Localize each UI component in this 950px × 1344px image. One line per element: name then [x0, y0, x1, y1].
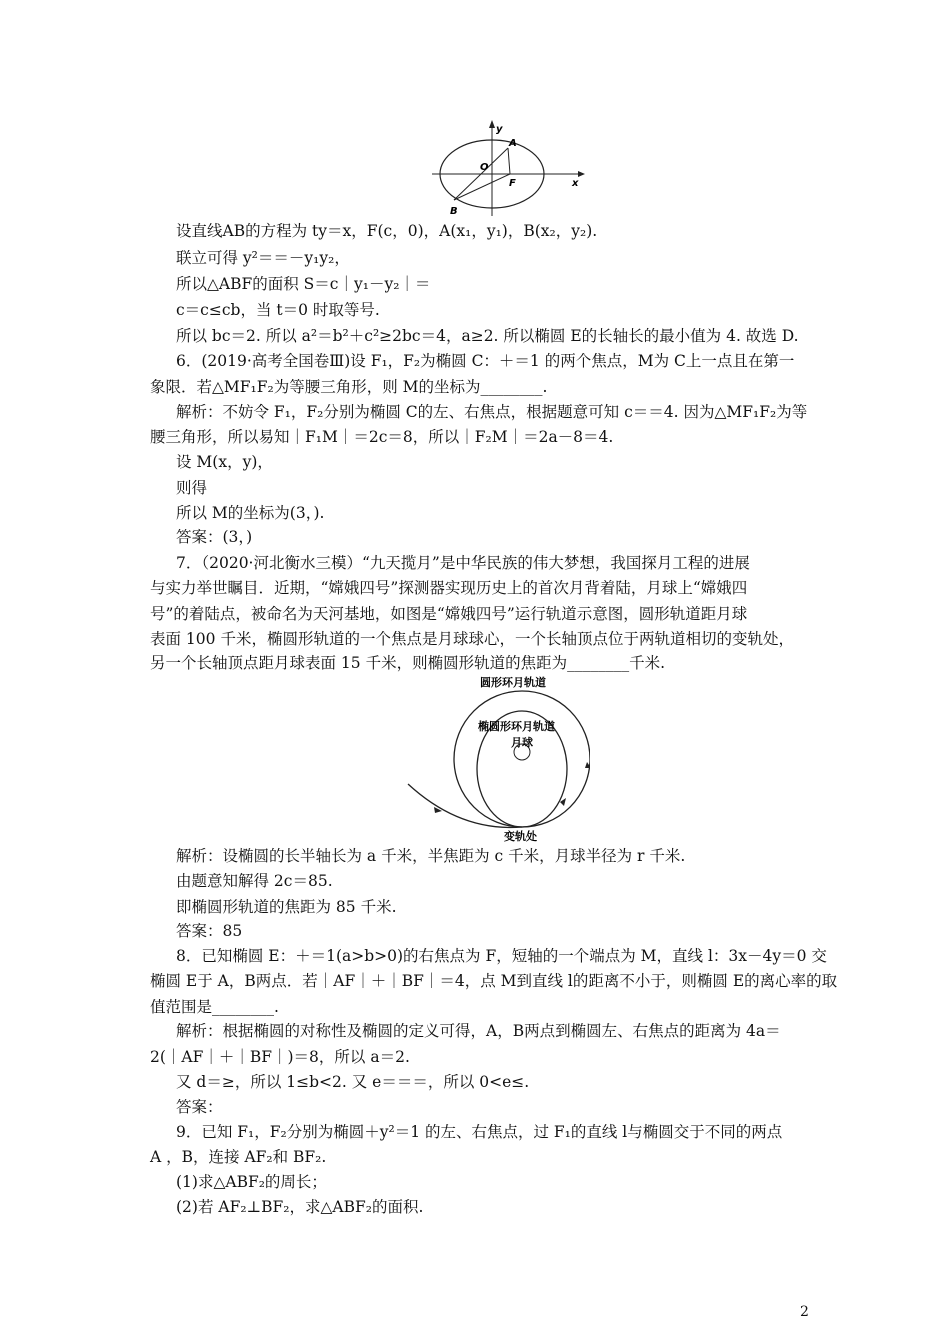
text-line: 2(｜AF｜＋｜BF｜)＝8，所以 a＝2. [150, 1048, 410, 1066]
circle-orbit-label: 圆形环月轨道 [480, 676, 546, 689]
text-line: 答案：85 [176, 922, 243, 940]
text-line: 椭圆 E于 A，B两点．若｜AF｜＋｜BF｜＝4，点 M到直线 l的距离不小于，则椭圆 E的离心率的取 [150, 972, 838, 990]
text-line: 表面 100 千米，椭圆形轨道的一个焦点是月球球心，一个长轴顶点位于两轨道相切的变轨处， [150, 630, 794, 648]
ellipse-figure-1 [430, 118, 590, 218]
ellipse-orbit-label: 椭圆形环月轨道 [478, 720, 555, 733]
label-x: x [572, 178, 579, 189]
text-line: 9．已知 F₁，F₂分别为椭圆＋y²＝1 的左、右焦点，过 F₁的直线 l与椭圆交于不同的两点 [176, 1123, 783, 1141]
text-line: 号”的着陆点，被命名为天河基地，如图是“嫦娥四号”运行轨道示意图，圆形轨道距月球 [150, 605, 748, 623]
text-line: (2)若 AF₂⊥BF₂，求△ABF₂的面积. [176, 1198, 424, 1216]
text-line: 设 M(x，y)， [176, 453, 273, 471]
text-line: c＝c≤cb，当 t＝0 时取等号. [176, 301, 380, 319]
transfer-point-label: 变轨处 [504, 830, 537, 842]
text-line: 又 d＝≥，所以 1≤b<2. 又 e＝＝＝，所以 0<e≤. [176, 1073, 530, 1091]
text-line: 象限．若△MF₁F₂为等腰三角形，则 M的坐标为________. [150, 378, 548, 396]
label-y: y [496, 124, 503, 135]
lunar-orbit-figure [400, 672, 590, 842]
text-line: A ，B，连接 AF₂和 BF₂. [150, 1148, 327, 1166]
text-line: 则得 [176, 479, 208, 497]
label-O: O [480, 162, 489, 173]
text-line: 所以△ABF的面积 S＝c｜y₁－y₂｜＝ [176, 275, 431, 293]
text-line: 7．（2020·河北衡水三模）“九天揽月”是中华民族的伟大梦想，我国探月工程的进展 [176, 554, 750, 572]
text-line: 所以 M的坐标为(3，). [176, 504, 325, 522]
text-line: 另一个长轴顶点距月球表面 15 千米，则椭圆形轨道的焦距为________千米. [150, 654, 666, 672]
text-line: 由题意知解得 2c＝85. [176, 872, 333, 890]
moon-label: 月球 [511, 736, 533, 749]
text-line: 答案： [176, 1098, 223, 1116]
page-number: 2 [800, 1304, 809, 1320]
text-line: 腰三角形，所以易知｜F₁M｜＝2c＝8，所以｜F₂M｜＝2a－8＝4. [150, 428, 614, 446]
text-line: 设直线AB的方程为 ty＝x，F(c，0)，A(x₁，y₁)，B(x₂，y₂). [176, 222, 598, 240]
text-line: 解析：设椭圆的长半轴长为 a 千米，半焦距为 c 千米，月球半径为 r 千米. [176, 847, 686, 865]
text-line: 即椭圆形轨道的焦距为 85 千米. [176, 898, 397, 916]
text-line: 值范围是________. [150, 998, 279, 1016]
label-B: B [450, 206, 458, 217]
text-line: 解析：根据椭圆的对称性及椭圆的定义可得，A，B两点到椭圆左、右焦点的距离为 4a＝ [176, 1022, 781, 1040]
text-line: 解析：不妨令 F₁，F₂分别为椭圆 C的左、右焦点，根据题意可知 c＝＝4. 因为△MF₁F₂为等 [176, 403, 808, 421]
text-line: 与实力举世瞩目．近期，“嫦娥四号”探测器实现历史上的首次月背着陆，月球上“嫦娥四 [150, 579, 748, 597]
text-line: 联立可得 y²＝＝－y₁y₂， [176, 249, 350, 267]
text-line: 所以 bc＝2. 所以 a²＝b²＋c²≥2bc＝4，a≥2. 所以椭圆 E的长轴长的最小值为 4. 故选 D. [176, 327, 799, 345]
text-line: 8．已知椭圆 E：＋＝1(a>b>0)的右焦点为 F，短轴的一个端点为 M，直线 l：3x－4y＝0 交 [176, 947, 827, 965]
text-line: 答案：(3，) [176, 528, 253, 546]
label-F: F [509, 178, 516, 189]
label-A: A [509, 138, 517, 149]
text-line: 6．(2019·高考全国卷Ⅲ)设 F₁，F₂为椭圆 C：＋＝1 的两个焦点，M为 C上一点且在第一 [176, 352, 795, 370]
text-line: (1)求△ABF₂的周长； [176, 1173, 327, 1191]
